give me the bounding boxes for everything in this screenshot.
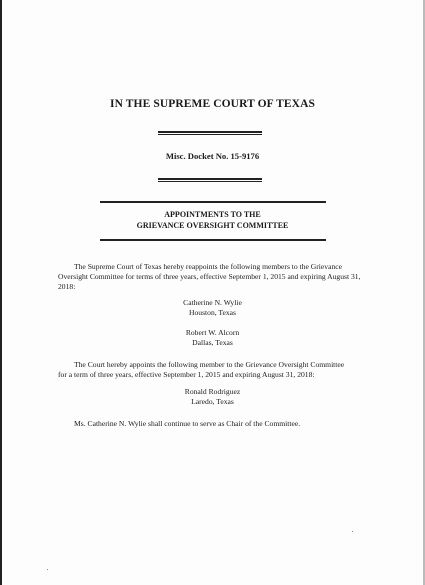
appointment-paragraph [58,360,378,380]
scan-edge-left [0,0,2,585]
appoint-line-2: for a term of three years, effective September 1, 2015 and expiring August 31, 2018: [58,370,315,379]
appointments-heading [0,210,425,231]
member-city: Houston, Texas [189,308,236,317]
scan-speck [352,531,353,532]
scan-speck [47,569,48,570]
chair-paragraph [58,419,378,429]
reappoint-line-1: The Supreme Court of Texas hereby reappoints the following members to the Grievance [74,262,342,271]
member-entry [0,387,425,407]
divider-long-top [100,201,326,203]
divider-short-top [158,131,262,133]
appoint-line-1: The Court hereby appoints the following member to the Grievance Oversight Committee [74,360,345,369]
heading-line-1: APPOINTMENTS TO THE [164,210,261,219]
reappointment-paragraph [58,262,378,292]
docket-number: Misc. Docket No. 15-9176 [165,151,260,161]
member-entry [0,328,425,348]
member-city: Laredo, Texas [191,397,234,406]
court-title: IN THE SUPREME COURT OF TEXAS [110,98,315,110]
divider-short-bottom-thin [158,181,262,182]
member-entry [0,298,425,318]
heading-line-2: GRIEVANCE OVERSIGHT COMMITTEE [136,220,289,230]
divider-short-top-thin [158,134,262,135]
reappoint-line-2: Oversight Committee for terms of three years, effective September 1, 2015 and expiring August 31, [58,272,361,281]
member-city: Dallas, Texas [192,338,233,347]
chair-line-1: Ms. Catherine N. Wylie shall continue to serve as Chair of the Committee. [74,419,301,428]
reappoint-line-3: 2018: [58,282,76,291]
divider-short-bottom [158,178,262,180]
divider-long-bottom [100,239,326,241]
member-name: Ronald Rodriguez [184,387,241,396]
member-name: Robert W. Alcorn [185,328,240,337]
member-name: Catherine N. Wylie [183,298,242,307]
